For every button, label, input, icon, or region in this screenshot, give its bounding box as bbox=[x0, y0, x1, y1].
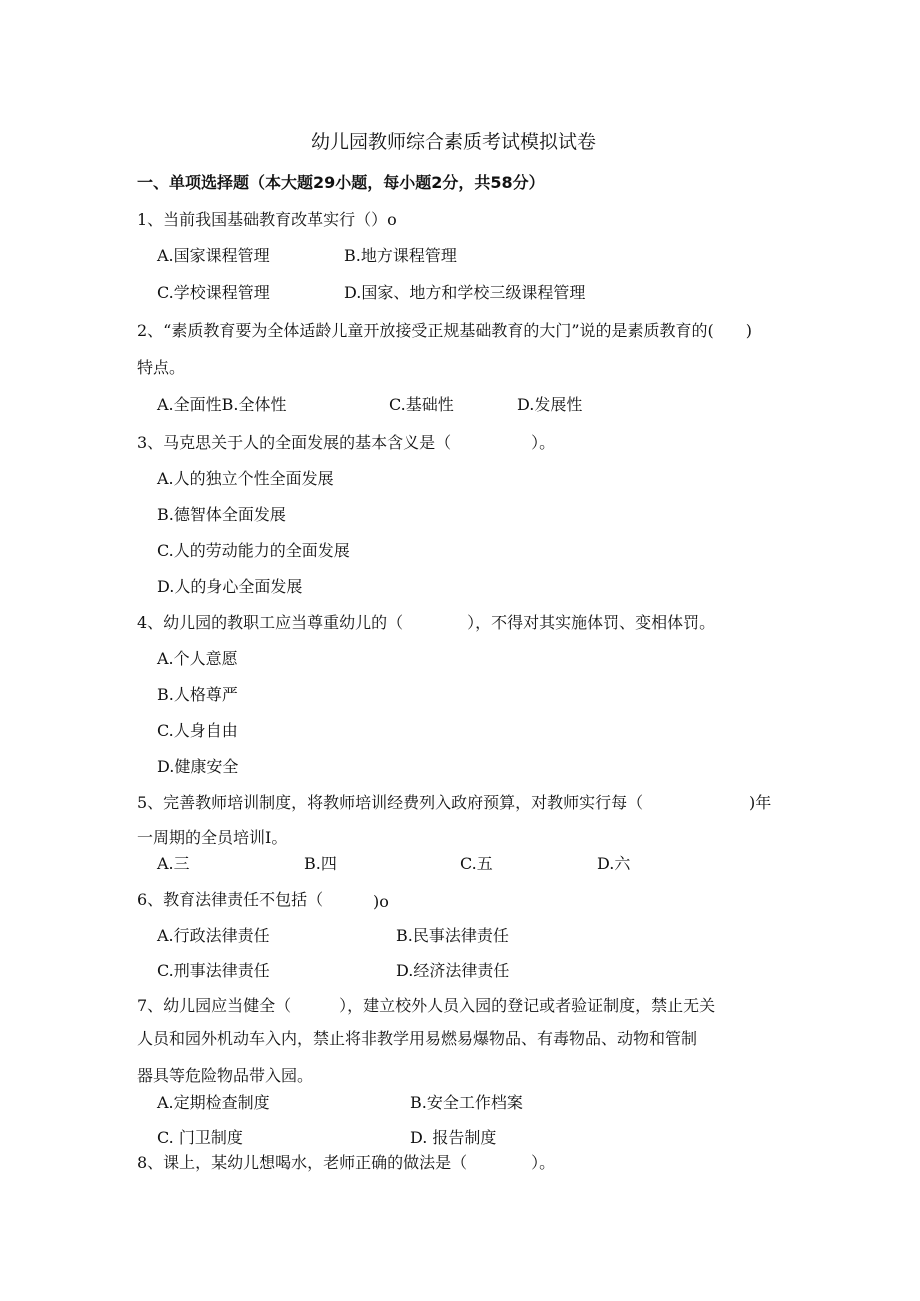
q6-option-d: D.经济法律责任 bbox=[396, 961, 510, 980]
q2-option-a-b: A.全面性B.全体性 bbox=[157, 395, 287, 414]
q4-option-c: C.人身自由 bbox=[157, 721, 238, 740]
page-title: 幼儿园教师综合素质考试模拟试卷 bbox=[311, 131, 597, 153]
q1-option-b: B.地方课程管理 bbox=[344, 246, 457, 265]
q5-option-b: B.四 bbox=[304, 854, 337, 873]
q4-option-b: B.人格尊严 bbox=[157, 685, 238, 704]
question-5-stem: 5、完善教师培训制度，将教师培训经费列入政府预算，对教师实行每（ bbox=[137, 793, 644, 812]
q6-option-a: A.行政法律责任 bbox=[157, 926, 270, 945]
q5-option-d: D.六 bbox=[597, 854, 631, 873]
question-2-stem: 2、“素质教育要为全体适龄儿童开放接受正规基础教育的大门”说的是素质教育的( ) bbox=[137, 321, 753, 340]
question-7-stem-cont-1: 人员和园外机动车入内，禁止将非教学用易燃易爆物品、有毒物品、动物和管制 bbox=[137, 1029, 698, 1048]
q3-option-c: C.人的劳动能力的全面发展 bbox=[157, 541, 350, 560]
q1-option-d: D.国家、地方和学校三级课程管理 bbox=[344, 283, 586, 302]
q6-option-c: C.刑事法律责任 bbox=[157, 961, 270, 980]
q5-option-a: A.三 bbox=[157, 854, 190, 873]
question-6-stem-end: )o bbox=[373, 892, 389, 911]
q1-option-a: A.国家课程管理 bbox=[157, 246, 270, 265]
q1-option-c: C.学校课程管理 bbox=[157, 283, 270, 302]
question-8-stem: 8、课上，某幼儿想喝水，老师正确的做法是（ ）。 bbox=[137, 1153, 556, 1172]
q4-option-d: D.健康安全 bbox=[157, 757, 239, 776]
question-7-stem-cont-2: 器具等危险物品带入园。 bbox=[137, 1066, 314, 1085]
question-2-stem-cont: 特点。 bbox=[137, 358, 186, 377]
q7-option-a: A.定期检查制度 bbox=[157, 1093, 270, 1112]
question-3-stem: 3、马克思关于人的全面发展的基本含义是（ ）。 bbox=[137, 433, 556, 452]
q4-option-a: A.个人意愿 bbox=[157, 649, 238, 668]
section-heading: 一、单项选择题（本大题29小题，每小题2分，共58分） bbox=[137, 173, 545, 192]
q2-option-d: D.发展性 bbox=[517, 395, 583, 414]
q7-option-d: D. 报告制度 bbox=[410, 1128, 497, 1147]
question-1-stem: 1、当前我国基础教育改革实行（）o bbox=[137, 210, 397, 229]
question-6-stem: 6、教育法律责任不包括（ bbox=[137, 890, 324, 909]
q3-option-a: A.人的独立个性全面发展 bbox=[157, 469, 334, 488]
question-5-stem-end: )年 bbox=[749, 793, 772, 812]
question-5-stem-cont: 一周期的全员培训I。 bbox=[137, 828, 288, 847]
q3-option-d: D.人的身心全面发展 bbox=[157, 577, 303, 596]
question-7-stem: 7、幼儿园应当健全（ ），建立校外人员入园的登记或者验证制度，禁止无关 bbox=[137, 996, 716, 1015]
question-4-stem: 4、幼儿园的教职工应当尊重幼儿的（ ），不得对其实施体罚、变相体罚。 bbox=[137, 613, 716, 632]
q3-option-b: B.德智体全面发展 bbox=[157, 505, 286, 524]
q2-option-c: C.基础性 bbox=[389, 395, 454, 414]
q7-option-b: B.安全工作档案 bbox=[410, 1093, 523, 1112]
q7-option-c: C. 门卫制度 bbox=[157, 1128, 243, 1147]
q6-option-b: B.民事法律责任 bbox=[396, 926, 509, 945]
q5-option-c: C.五 bbox=[460, 854, 493, 873]
